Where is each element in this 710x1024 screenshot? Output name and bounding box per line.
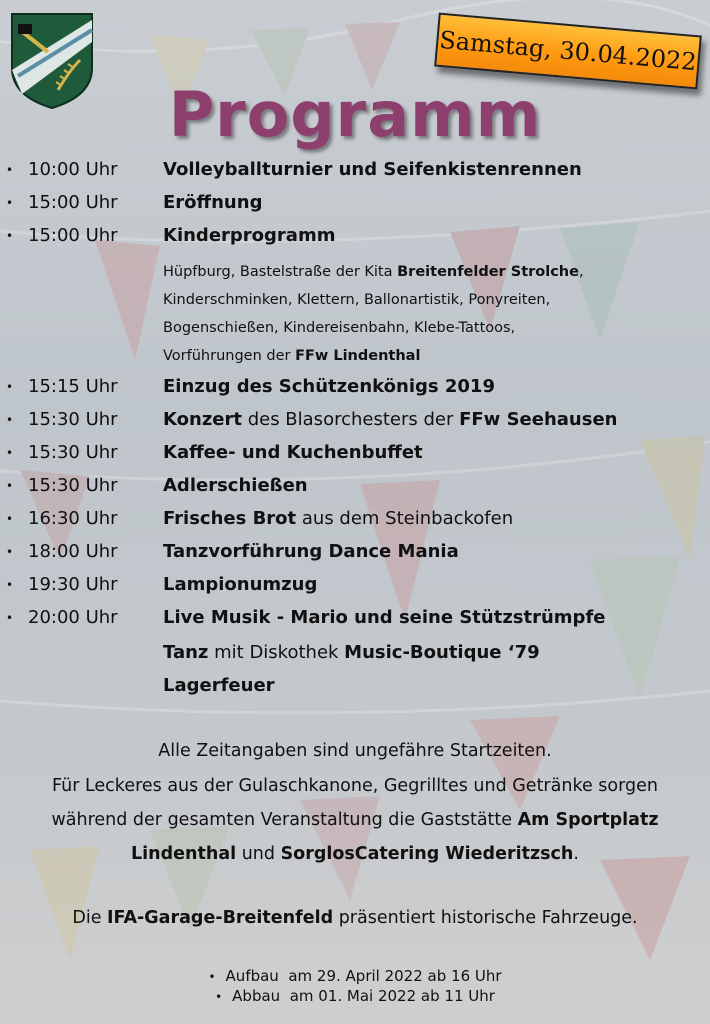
schedule-time: 15:00 Uhr [28,225,118,246]
note-line [0,805,710,835]
schedule-row [0,221,710,251]
bullet-icon: • [6,196,14,210]
bullet-icon: • [208,970,216,984]
text: Die [72,908,108,928]
bold-text: Einzug des Schützenkönigs 2019 [163,376,495,397]
bullet-icon: • [6,578,14,592]
evening-line [0,638,710,668]
schedule-time: 15:00 Uhr [28,192,118,213]
schedule-event [163,372,495,402]
text: während der gesamten Veranstaltung die Gaststätte [51,810,518,830]
detail-line [163,314,515,342]
bullet-icon: • [6,512,14,526]
footer-line [0,966,710,987]
schedule-event [163,438,423,468]
schedule-time: 19:30 Uhr [28,574,118,595]
bold-text: Breitenfelder Strolche [397,264,579,280]
bold-text: Frisches Brot [163,508,297,529]
note-line [0,903,710,933]
text: und [236,844,281,864]
schedule-time: 20:00 Uhr [28,607,118,628]
text: mit Diskothek [208,642,345,663]
schedule-row [0,570,710,600]
bold-text: Tanz [163,642,209,663]
schedule-row [0,372,710,402]
text: präsentiert historische Fahrzeuge. [333,908,638,928]
evening-line [0,671,710,701]
bullet-icon: • [6,413,14,427]
bold-text: Eröffnung [163,192,263,213]
text: aus dem Steinbackofen [296,508,514,529]
schedule-row [0,405,710,435]
schedule-event [163,471,308,501]
bold-text: IFA-Garage-Breitenfeld [107,908,334,928]
schedule-event [163,188,262,218]
text: Kinderschminken, Klettern, Ballonartistik, Ponyreiten, [163,292,551,308]
date-badge: Samstag, 30.04.2022 [434,13,702,90]
note-line [0,736,710,766]
schedule-event [163,405,617,435]
note-line [0,839,710,869]
schedule-time: 15:30 Uhr [28,409,118,430]
bullet-icon: • [6,611,14,625]
bullet-icon: • [6,229,14,243]
schedule-event [163,537,459,567]
schedule-event [163,504,513,534]
text: . [573,844,579,864]
footer-text: Abbau am 01. Mai 2022 ab 11 Uhr [232,987,495,1005]
schedule-row [0,504,710,534]
bold-text: Am Sportplatz [517,810,659,830]
bold-text: FFw Seehausen [459,409,618,430]
text: Alle Zeitangaben sind ungefähre Startzeiten. [158,741,552,761]
bullet-icon: • [6,446,14,460]
bold-text: Lampionumzug [163,574,318,595]
schedule-row [0,155,710,185]
schedule-event [163,221,335,251]
text: Für Leckeres aus der Gulaschkanone, Gegrilltes und Getränke sorgen [52,776,658,796]
schedule-row [0,603,710,633]
page-title: Programm [168,78,542,151]
schedule-time: 15:30 Uhr [28,442,118,463]
bullet-icon: • [215,990,223,1004]
bullet-icon: • [6,479,14,493]
bold-text: Lagerfeuer [163,675,275,696]
schedule-time: 10:00 Uhr [28,159,118,180]
text: Hüpfburg, Bastelstraße der Kita [163,264,398,280]
bold-text: Tanzvorführung Dance Mania [163,541,459,562]
schedule-time: 15:15 Uhr [28,376,118,397]
bullet-icon: • [6,545,14,559]
schedule-time: 16:30 Uhr [28,508,118,529]
schedule-event [163,570,317,600]
footer-line [0,986,710,1007]
schedule-row [0,537,710,567]
bullet-icon: • [6,163,14,177]
schedule-row [0,471,710,501]
bold-text: Kinderprogramm [163,225,336,246]
detail-line [163,342,420,370]
schedule-event [163,671,275,701]
bold-text: Lindenthal [131,844,237,864]
note-line [0,771,710,801]
schedule-event [163,603,606,633]
detail-line [163,258,584,286]
schedule-time: 15:30 Uhr [28,475,118,496]
schedule-row [0,438,710,468]
detail-line [163,286,550,314]
text: Vorführungen der [163,348,296,364]
bold-text: SorglosCatering Wiederitzsch [280,844,574,864]
schedule-row [0,188,710,218]
text: , [578,264,584,280]
text: des Blasorchesters der [241,409,460,430]
bold-text: Music-Boutique ‘79 [344,642,540,663]
bold-text: Volleyballturnier und Seifenkistenrennen [163,159,582,180]
text: Bogenschießen, Kindereisenbahn, Klebe-Tattoos, [163,320,516,336]
schedule-event [163,155,582,185]
bullet-icon: • [6,380,14,394]
schedule-time: 18:00 Uhr [28,541,118,562]
bold-text: FFw Lindenthal [295,348,421,364]
schedule-event [163,638,540,668]
footer-text: Aufbau am 29. April 2022 ab 16 Uhr [225,967,502,985]
bold-text: Konzert [163,409,242,430]
bold-text: Kaffee- und Kuchenbuffet [163,442,423,463]
bold-text: Adlerschießen [163,475,308,496]
bold-text: Live Musik - Mario und seine Stützstrümpfe [163,607,606,628]
